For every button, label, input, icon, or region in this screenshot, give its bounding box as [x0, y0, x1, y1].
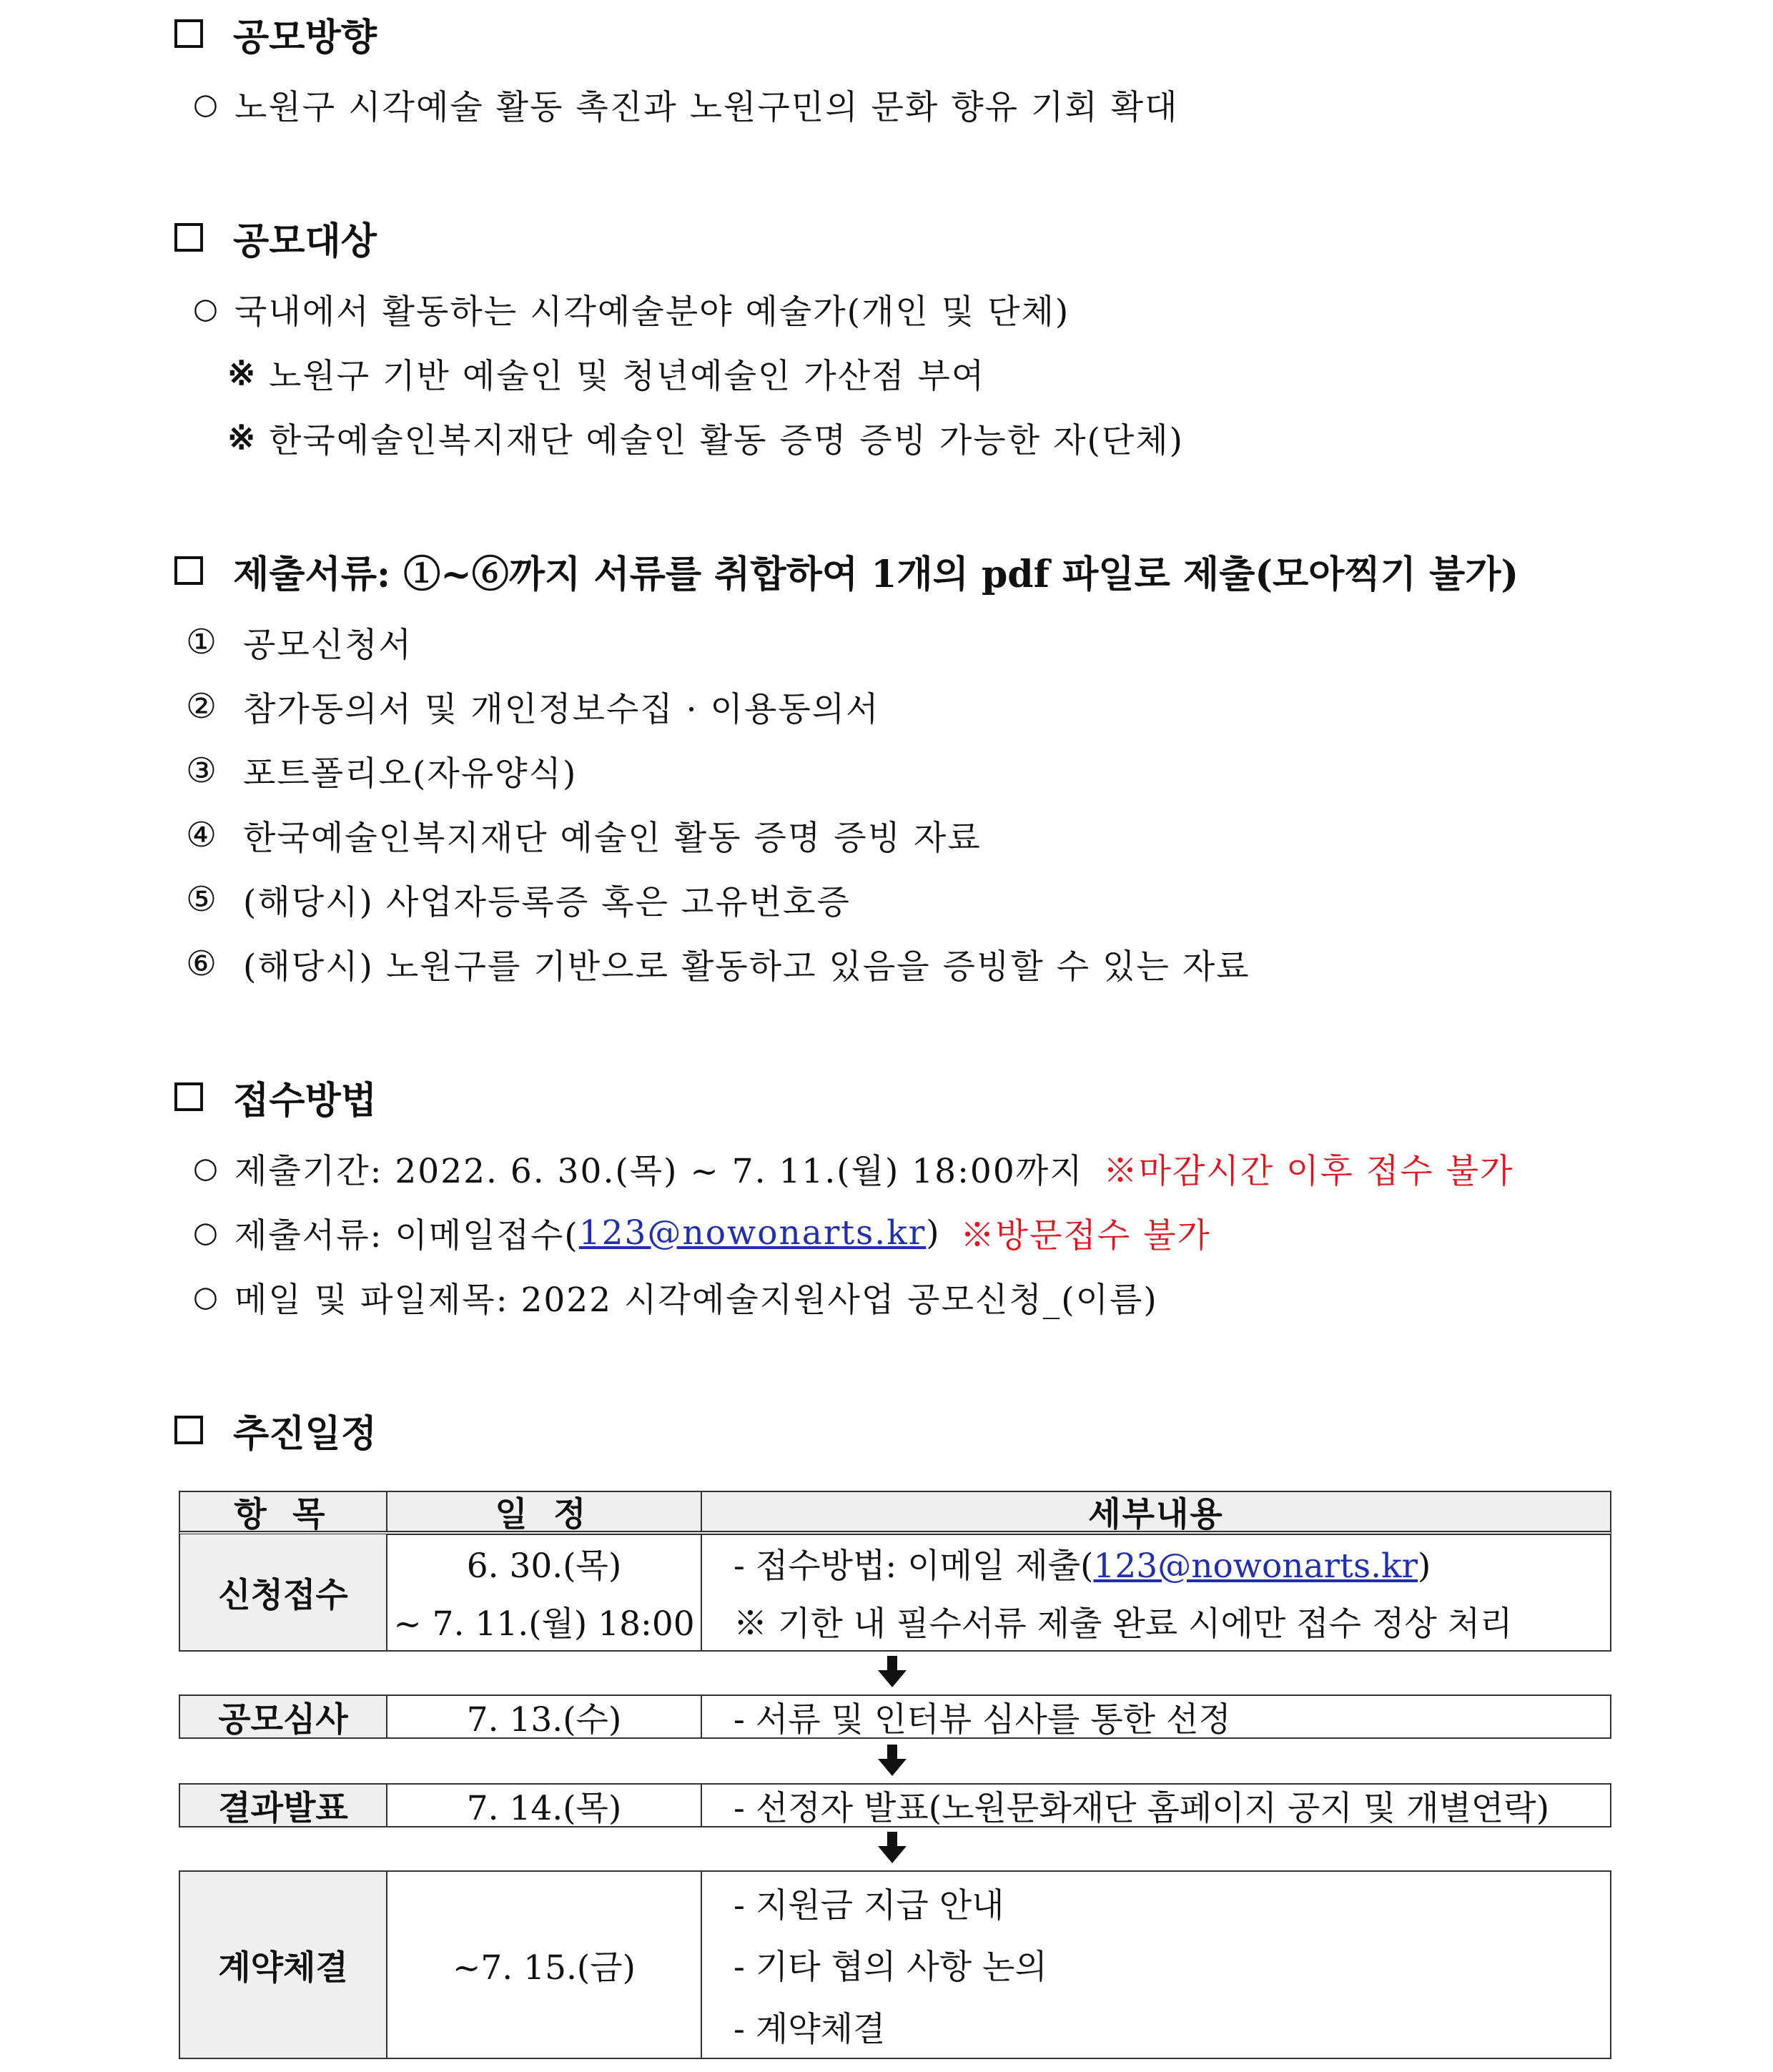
date-line: ~ 7. 11.(월) 18:00 — [393, 1604, 695, 1644]
circled-number: ② — [186, 686, 219, 726]
section-title: 제출서류: ①~⑥까지 서류를 취합하여 1개의 pdf 파일로 제출(모아찍기 불가) — [233, 552, 1519, 596]
row-date: 7. 14.(목) — [387, 1785, 702, 1826]
schedule-row — [179, 1534, 1611, 1652]
checkbox-square-icon — [174, 1082, 203, 1111]
target-item — [193, 286, 1070, 332]
section-title: 접수방법 — [233, 1078, 377, 1123]
row-detail — [702, 1872, 1610, 2058]
schedule-row — [179, 1870, 1611, 2059]
circled-number: ⑥ — [186, 944, 219, 984]
section-title: 추진일정 — [233, 1411, 377, 1456]
document-text: 한국예술인복지재단 예술인 활동 증명 증빙 자료 — [243, 818, 982, 858]
document-item — [186, 619, 413, 665]
reception-period — [193, 1145, 1513, 1191]
period-text: 제출기간: 2022. 6. 30.(목) ~ 7. 11.(월) 18:00까지 — [234, 1151, 1084, 1191]
reception-title — [193, 1274, 1158, 1320]
document-item — [186, 812, 982, 858]
schedule-row — [179, 1694, 1611, 1739]
direction-item — [193, 82, 1179, 127]
circled-number: ③ — [186, 751, 219, 791]
target-note — [227, 415, 1184, 460]
row-date — [387, 1534, 702, 1650]
target-text: 국내에서 활동하는 시각예술분야 예술가(개인 및 단체) — [234, 292, 1070, 332]
submit-text-end: ) — [926, 1213, 941, 1253]
reception-submit — [193, 1210, 1211, 1255]
submit-text: 제출서류: 이메일접수( — [234, 1215, 579, 1255]
header-detail: 세부내용 — [1088, 1494, 1224, 1534]
checkbox-square-icon — [174, 19, 203, 48]
section-heading-target — [174, 212, 377, 262]
row-detail: - 서류 및 인터뷰 심사를 통한 선정 — [734, 1699, 1231, 1740]
row-item: 계약체결 — [180, 1872, 387, 2058]
email-link[interactable]: 123@nowonarts.kr — [1093, 1546, 1418, 1586]
checkbox-square-icon — [174, 223, 203, 252]
section-heading-reception — [174, 1072, 377, 1122]
detail-text: - 접수방법: 이메일 제출( — [734, 1546, 1094, 1586]
note-text: 한국예술인복지재단 예술인 활동 증명 증빙 가능한 자(단체) — [269, 420, 1184, 460]
row-date: 7. 13.(수) — [387, 1696, 702, 1737]
document-text: 공모신청서 — [243, 625, 413, 665]
arrow-down-icon — [878, 1656, 907, 1687]
row-item: 공모심사 — [180, 1696, 387, 1737]
circled-number: ④ — [186, 815, 219, 855]
section-heading-schedule — [174, 1405, 377, 1455]
schedule-row — [179, 1783, 1611, 1827]
row-detail — [702, 1534, 1610, 1650]
detail-line — [734, 1539, 1431, 1587]
circle-bullet-icon: ○ — [193, 1281, 219, 1313]
detail-note: ※ 기한 내 필수서류 제출 완료 시에만 접수 정상 처리 — [734, 1604, 1513, 1644]
circled-number: ① — [186, 622, 219, 662]
circle-bullet-icon: ○ — [193, 88, 219, 121]
document-item — [186, 748, 577, 794]
section-title: 공모방향 — [233, 15, 377, 59]
document-item — [186, 877, 851, 922]
row-detail: - 선정자 발표(노원문화재단 홈페이지 공지 및 개별연락) — [734, 1788, 1550, 1828]
row-date: ~7. 15.(금) — [387, 1872, 702, 2058]
row-item: 결과발표 — [180, 1785, 387, 1826]
detail-line: - 지원금 지급 안내 — [734, 1885, 1004, 1925]
direction-text: 노원구 시각예술 활동 촉진과 노원구민의 문화 향유 기회 확대 — [234, 87, 1179, 127]
arrow-down-icon — [878, 1832, 907, 1863]
header-date: 일 정 — [387, 1492, 702, 1531]
circle-bullet-icon: ○ — [193, 292, 219, 325]
target-note — [227, 350, 985, 396]
deadline-warning: ※마감시간 이후 접수 불가 — [1103, 1151, 1514, 1191]
arrow-down-icon — [878, 1745, 907, 1776]
row-item: 신청접수 — [180, 1534, 387, 1650]
date-line: 6. 30.(목) — [466, 1546, 622, 1586]
document-text: (해당시) 노원구를 기반으로 활동하고 있음을 증빙할 수 있는 자료 — [243, 947, 1250, 987]
detail-line: - 계약체결 — [734, 2010, 886, 2050]
email-link[interactable]: 123@nowonarts.kr — [578, 1213, 927, 1253]
document-text: 참가동의서 및 개인정보수집 · 이용동의서 — [243, 689, 880, 729]
section-heading-documents — [174, 546, 1518, 596]
circled-number: ⑤ — [186, 879, 219, 919]
document-item — [186, 941, 1250, 987]
checkbox-square-icon — [174, 556, 203, 585]
visit-warning: ※방문접수 불가 — [960, 1215, 1211, 1255]
circle-bullet-icon: ○ — [193, 1216, 219, 1249]
document-text: (해당시) 사업자등록증 혹은 고유번호증 — [243, 882, 851, 922]
mail-title-text: 메일 및 파일제목: 2022 시각예술지원사업 공모신청_(이름) — [234, 1280, 1158, 1320]
document-item — [186, 684, 880, 729]
reference-mark-icon: ※ — [227, 353, 257, 393]
document-text: 포트폴리오(자유양식) — [243, 754, 578, 794]
detail-line: - 기타 협의 사항 논의 — [734, 1948, 1047, 1988]
schedule-table-header — [179, 1491, 1611, 1535]
header-item: 항 목 — [180, 1492, 387, 1531]
section-title: 공모대상 — [233, 219, 377, 263]
note-text: 노원구 기반 예술인 및 청년예술인 가산점 부여 — [269, 356, 986, 396]
reference-mark-icon: ※ — [227, 418, 257, 458]
checkbox-square-icon — [174, 1416, 203, 1444]
section-heading-direction — [174, 9, 377, 59]
detail-text-end: ) — [1417, 1546, 1431, 1586]
circle-bullet-icon: ○ — [193, 1152, 219, 1185]
